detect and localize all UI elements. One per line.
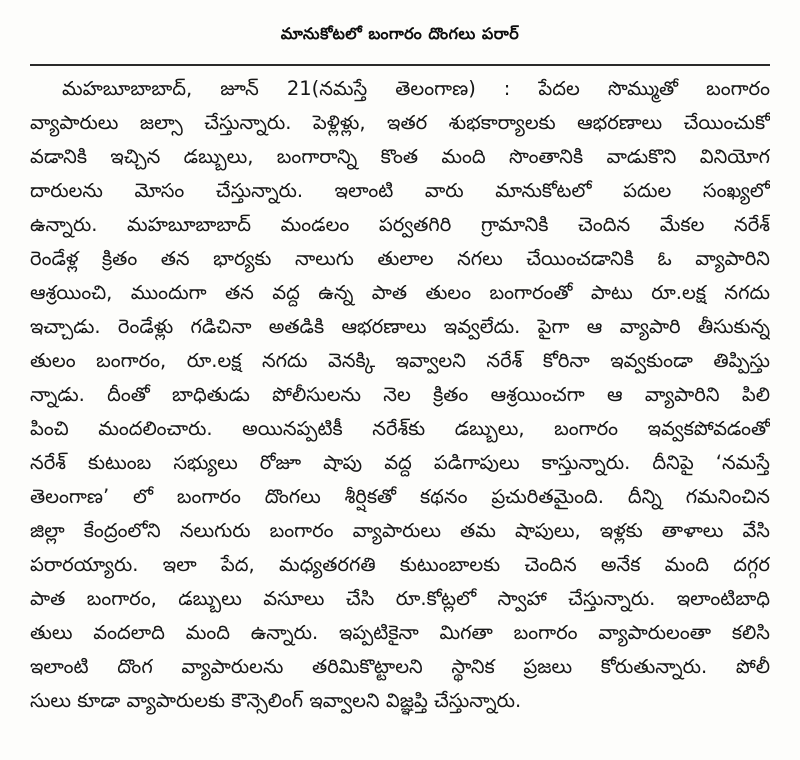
body-line: ఆశ్రయించి, ముందుగా తన వద్ద ఉన్న పాత తులం బంగారంతో పాటు రూ.లక్ష నగదు: [30, 281, 770, 304]
article-body: [30, 72, 770, 718]
body-line: న్నాడు. దీంతో బాధితుడు పోలీసులను నెల క్రితం ఆశ్రయించగా ఆ వ్యాపారిని పిలి: [30, 383, 770, 406]
headline-divider: [30, 64, 770, 66]
body-line: పాత బంగారం, డబ్బులు వసూలు చేసి రూ.కోట్లలో స్వాహా చేస్తున్నారు. ఇలాంటిబాధి: [30, 587, 770, 610]
body-line: ఇలాంటి దొంగ వ్యాపారులను తరిమికొట్టాలని స్థానిక ప్రజలు కోరుతున్నారు. పోలీ: [30, 655, 770, 678]
body-line: పించి మందలించారు. అయినప్పటికీ నరేశ్‌కు డబ్బులు, బంగారం ఇవ్వకపోవడంతో: [30, 417, 770, 440]
body-line: తులం బంగారం, రూ.లక్ష నగదు వెనక్కి ఇవ్వాలని నరేశ్ కోరినా ఇవ్వకుండా తిప్పిస్తు: [30, 349, 770, 372]
body-line: తులు వందలాది మంది ఉన్నారు. ఇప్పటికైనా మిగతా బంగారం వ్యాపారులంతా కలిసి: [30, 621, 770, 644]
body-line: మహబూబాబాద్, జూన్ 21(నమస్తే తెలంగాణ) : పేదల సొమ్ముతో బంగారం: [62, 77, 770, 100]
body-line: తెలంగాణ’ లో బంగారం దొంగలు శీర్షికతో కథనం ప్రచురితమైంది. దీన్ని గమనించిన: [30, 485, 770, 508]
body-line: వ్యాపారులు జల్సా చేస్తున్నారు. పెళ్లిళ్లు, ఇతర శుభకార్యాలకు ఆభరణాలు చేయించుకో: [30, 111, 770, 134]
body-line: ఉన్నారు. మహబూబాబాద్ మండలం పర్వతగిరి గ్రామానికి చెందిన మేకల నరేశ్: [30, 213, 770, 236]
body-line: నరేశ్ కుటుంబ సభ్యులు రోజూ షాపు వద్ద పడిగాపులు కాస్తున్నారు. దీనిపై ‘నమస్తే: [30, 451, 770, 474]
body-line: ఇచ్చాడు. రెండేళ్లు గడిచినా అతడికి ఆభరణాలు ఇవ్వలేదు. పైగా ఆ వ్యాపారి తీసుకున్న: [30, 315, 770, 338]
body-line: రెండేళ్ల క్రితం తన భార్యకు నాలుగు తులాల నగలు చేయించడానికి ఓ వ్యాపారిని: [30, 247, 770, 270]
body-line: వడానికి ఇచ్చిన డబ్బులు, బంగారాన్ని కొంత మంది సొంతానికి వాడుకొని వినియోగ: [30, 145, 770, 168]
body-line: దారులను మోసం చేస్తున్నారు. ఇలాంటి వారు మానుకోటలో పదుల సంఖ్యలో: [30, 179, 770, 202]
body-line: జిల్లా కేంద్రంలోని నలుగురు బంగారం వ్యాపారులు తమ షాపులు, ఇళ్లకు తాళాలు వేసి: [30, 519, 770, 542]
body-line: పరారయ్యారు. ఇలా పేద, మధ్యతరగతి కుటుంబాలకు చెందిన అనేక మంది దగ్గర: [30, 553, 770, 576]
body-line: సులు కూడా వ్యాపారులకు కౌన్సెలింగ్ ఇవ్వాలని విజ్ఞప్తి చేస్తున్నారు.: [30, 689, 522, 712]
headline: మానుకోటలో బంగారం దొంగలు పరార్: [280, 24, 520, 43]
